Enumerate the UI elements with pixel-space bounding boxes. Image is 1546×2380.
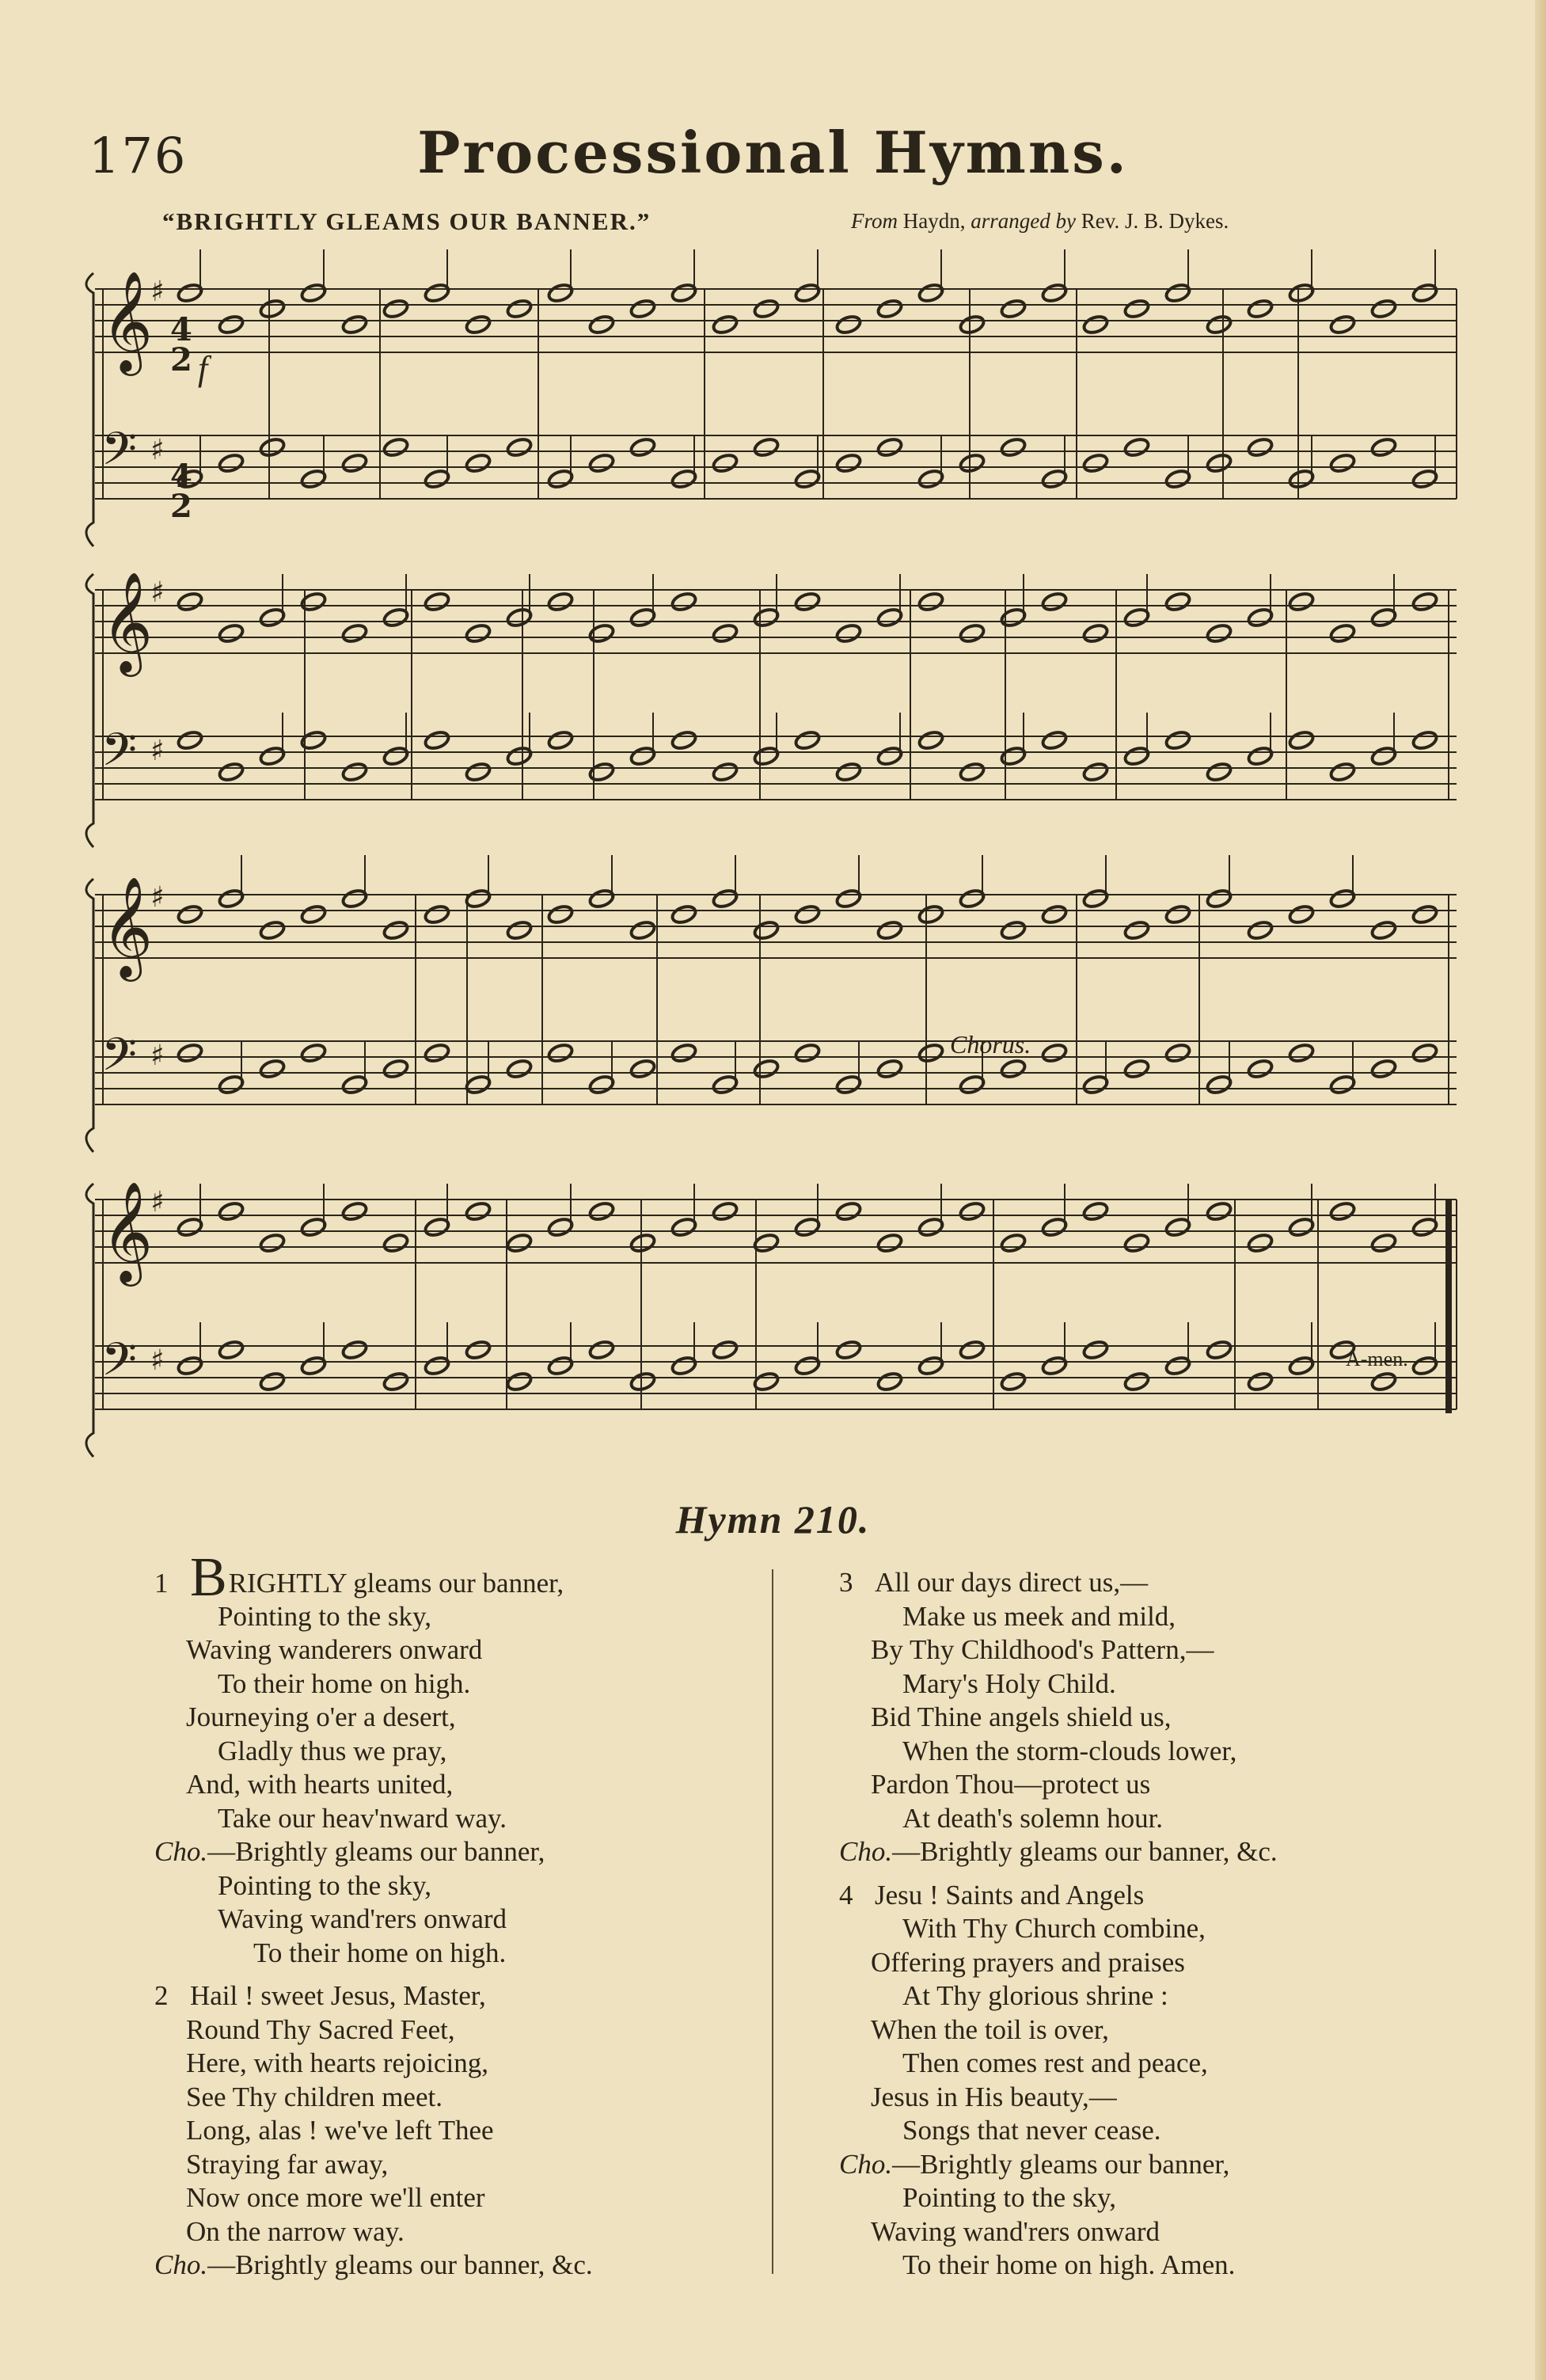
note-head: [1206, 622, 1233, 644]
note-head: [382, 1232, 409, 1253]
verse-3: [839, 1566, 1472, 1869]
note-head: [588, 622, 615, 644]
note-head: [465, 1200, 492, 1222]
sharp-icon: ♯: [150, 576, 165, 609]
note-head: [959, 1339, 986, 1360]
note-head: [1411, 729, 1438, 751]
dynamic-marking: f: [198, 349, 208, 388]
note-head: [1082, 1339, 1109, 1360]
note-head: [341, 761, 368, 782]
note-head: [588, 1200, 615, 1222]
note-head: [629, 1371, 656, 1392]
bass-clef-icon: 𝄢: [101, 723, 138, 788]
chorus-marking: Chorus.: [950, 1030, 1031, 1059]
chorus-label: Cho.: [154, 2249, 208, 2280]
note-head: [259, 1371, 286, 1392]
verse-line: To their home on high.: [218, 1667, 471, 1699]
arranger-name: Rev. J. B. Dykes.: [1081, 209, 1229, 233]
note-head: [1206, 452, 1233, 473]
music-system: [86, 1180, 1457, 1457]
note-head: [382, 919, 409, 941]
note-head: [465, 452, 492, 473]
verse-line: Take our heav'nward way.: [218, 1802, 507, 1834]
note-head: [629, 1058, 656, 1079]
note-head: [1329, 1200, 1356, 1222]
note-head: [629, 1232, 656, 1253]
note-head: [1041, 903, 1068, 925]
note-head: [218, 622, 245, 644]
note-head: [1247, 436, 1274, 458]
treble-clef-icon: 𝄞: [101, 571, 154, 672]
note-head: [1041, 729, 1068, 751]
hymn-heading: Hymn 210.: [675, 1497, 871, 1542]
verse-line: Songs that never cease.: [902, 2115, 1161, 2146]
music-system: [86, 249, 1457, 546]
verse-line-text: Hail ! sweet Jesus, Master,: [190, 1980, 486, 2011]
verse-line-text: RIGHTLY gleams our banner,: [228, 1568, 564, 1599]
note-head: [341, 314, 368, 335]
verse-line: Waving wanderers onward: [186, 1634, 483, 1665]
note-head: [1329, 761, 1356, 782]
chorus-label: Cho.: [839, 2148, 893, 2180]
chorus-text: —Brightly gleams our banner, &c.: [892, 1836, 1278, 1867]
verse-line: Mary's Holy Child.: [902, 1667, 1116, 1699]
chorus-line: [839, 2148, 1472, 2182]
verse-number: 1: [154, 1568, 169, 1599]
note-head: [712, 1200, 739, 1222]
note-head: [382, 1371, 409, 1392]
system-brace: [86, 574, 93, 847]
bass-clef-icon: 𝄢: [101, 1333, 138, 1397]
note-head: [341, 622, 368, 644]
note-head: [1288, 1042, 1315, 1063]
music-system: [86, 571, 1457, 847]
note-head: [1370, 1371, 1397, 1392]
note-head: [712, 314, 739, 335]
note-head: [876, 298, 903, 319]
verse-line: Gladly thus we pray,: [218, 1735, 447, 1766]
note-head: [1123, 919, 1150, 941]
verses-left-column: [154, 1547, 756, 2292]
note-head: [1206, 1200, 1233, 1222]
chorus-line: [154, 1835, 756, 1869]
verse-line: [839, 1566, 1472, 1600]
verse-line: On the narrow way.: [186, 2215, 405, 2247]
note-head: [547, 729, 574, 751]
bass-clef-icon: 𝄢: [101, 1028, 138, 1093]
sharp-icon: ♯: [150, 881, 165, 914]
verse-number: 2: [154, 1980, 169, 2011]
system-brace: [86, 1184, 93, 1457]
note-head: [1329, 452, 1356, 473]
chorus-text: —Brightly gleams our banner, &c.: [207, 2249, 593, 2280]
verse-number: 3: [839, 1567, 853, 1598]
note-head: [424, 903, 450, 925]
verse-line: Pardon Thou—protect us: [871, 1769, 1151, 1800]
chorus-line: To their home on high.: [253, 1937, 507, 1968]
note-head: [218, 761, 245, 782]
score-systems: [86, 249, 1457, 1457]
note-head: [259, 436, 286, 458]
verse-line: Bid Thine angels shield us,: [871, 1701, 1172, 1732]
verse-line: Round Thy Sacred Feet,: [186, 2013, 455, 2045]
note-head: [506, 436, 533, 458]
note-head: [1329, 314, 1356, 335]
note-head: [712, 452, 739, 473]
note-head: [218, 314, 245, 335]
time-signature: 4: [170, 311, 192, 348]
verse-line: See Thy children meet.: [186, 2081, 443, 2112]
verse-line: Jesus in His beauty,—: [871, 2081, 1117, 2112]
note-head: [917, 591, 944, 612]
note-head: [465, 622, 492, 644]
chorus-line: Pointing to the sky,: [902, 2182, 1116, 2213]
note-head: [1123, 1371, 1150, 1392]
note-head: [1000, 436, 1027, 458]
final-barline: [1445, 1200, 1452, 1413]
note-head: [218, 1200, 245, 1222]
note-head: [629, 919, 656, 941]
note-head: [1247, 919, 1274, 941]
composer-name: Haydn: [902, 209, 960, 233]
note-head: [753, 1058, 780, 1079]
treble-clef-icon: 𝄞: [101, 270, 154, 371]
note-head: [1041, 1042, 1068, 1063]
note-head: [753, 919, 780, 941]
chorus-line: [839, 1835, 1472, 1869]
note-head: [424, 729, 450, 751]
note-head: [1411, 903, 1438, 925]
note-head: [424, 591, 450, 612]
note-head: [547, 591, 574, 612]
note-head: [1370, 919, 1397, 941]
note-head: [588, 1339, 615, 1360]
verses-right-column: [839, 1566, 1472, 2292]
note-head: [300, 903, 327, 925]
note-head: [177, 1042, 203, 1063]
sharp-icon: ♯: [150, 1186, 165, 1219]
note-head: [959, 1200, 986, 1222]
system-brace: [86, 879, 93, 1152]
note-head: [1247, 1371, 1274, 1392]
note-head: [959, 452, 986, 473]
verse-line: Make us meek and mild,: [902, 1600, 1176, 1632]
note-head: [1164, 1042, 1191, 1063]
note-head: [341, 452, 368, 473]
note-head: [382, 1058, 409, 1079]
note-head: [382, 436, 409, 458]
note-head: [465, 314, 492, 335]
verse-line: At Thy glorious shrine :: [902, 1980, 1168, 2011]
note-head: [177, 903, 203, 925]
chorus-text: —Brightly gleams our banner,: [892, 2148, 1230, 2180]
column-divider: [772, 1569, 773, 2274]
note-head: [794, 591, 821, 612]
note-head: [753, 298, 780, 319]
chorus-label: Cho.: [839, 1836, 893, 1867]
note-head: [1000, 919, 1027, 941]
verse-line: Here, with hearts rejoicing,: [186, 2047, 488, 2078]
note-head: [959, 314, 986, 335]
note-head: [917, 1042, 944, 1063]
note-head: [1082, 452, 1109, 473]
verse-line: Long, alas ! we've left Thee: [186, 2115, 494, 2146]
note-head: [1288, 903, 1315, 925]
attribution-from: From: [851, 209, 898, 233]
note-head: [1206, 761, 1233, 782]
note-head: [259, 1058, 286, 1079]
note-head: [424, 1042, 450, 1063]
note-head: [959, 761, 986, 782]
note-head: [300, 591, 327, 612]
chorus-line: [154, 2249, 756, 2283]
note-head: [1000, 298, 1027, 319]
note-head: [1082, 1200, 1109, 1222]
verse-line: At death's solemn hour.: [902, 1802, 1164, 1834]
note-head: [835, 622, 862, 644]
note-head: [1411, 591, 1438, 612]
note-head: [1247, 1058, 1274, 1079]
note-head: [177, 729, 203, 751]
arranged-by-label: arranged by: [971, 209, 1076, 233]
note-head: [1000, 1058, 1027, 1079]
note-head: [588, 314, 615, 335]
note-head: [1123, 436, 1150, 458]
note-head: [794, 729, 821, 751]
note-head: [876, 1058, 903, 1079]
verse-line: [154, 1979, 756, 2013]
chorus-line: Waving wand'rers onward: [871, 2215, 1160, 2247]
note-head: [959, 622, 986, 644]
verse-line: Now once more we'll enter: [186, 2182, 485, 2213]
note-head: [1123, 298, 1150, 319]
treble-clef-icon: 𝄞: [101, 876, 154, 977]
note-head: [1123, 1058, 1150, 1079]
verse-line: Pointing to the sky,: [218, 1600, 431, 1632]
drop-cap: B: [190, 1547, 227, 1608]
note-head: [712, 1339, 739, 1360]
note-head: [629, 436, 656, 458]
note-head: [506, 1371, 533, 1392]
chorus-line: To their home on high. Amen.: [902, 2249, 1236, 2280]
chorus-label: Cho.: [154, 1836, 208, 1867]
amen-text: A-men.: [1346, 1348, 1408, 1371]
note-head: [712, 622, 739, 644]
note-head: [794, 1042, 821, 1063]
treble-clef-icon: 𝄞: [101, 1180, 154, 1282]
verse-line: Straying far away,: [186, 2148, 389, 2180]
note-head: [712, 761, 739, 782]
verse-line: When the storm-clouds lower,: [902, 1735, 1237, 1766]
note-head: [300, 1042, 327, 1063]
note-head: [259, 919, 286, 941]
note-head: [1000, 1371, 1027, 1392]
page-number: 176: [89, 127, 188, 184]
note-head: [1082, 761, 1109, 782]
verse-line-text: All our days direct us,—: [875, 1567, 1149, 1598]
note-head: [794, 903, 821, 925]
verse-line: By Thy Childhood's Pattern,—: [871, 1634, 1214, 1665]
time-signature: 4: [170, 458, 192, 495]
chorus-line: Pointing to the sky,: [218, 1869, 431, 1901]
sharp-icon: ♯: [150, 1344, 165, 1377]
note-head: [670, 729, 697, 751]
verse-2: [154, 1979, 756, 2283]
music-system: [86, 855, 1457, 1152]
sharp-icon: ♯: [150, 276, 165, 308]
note-head: [876, 1232, 903, 1253]
note-head: [465, 761, 492, 782]
sharp-icon: ♯: [150, 434, 165, 466]
note-head: [1370, 298, 1397, 319]
note-head: [1082, 314, 1109, 335]
note-head: [670, 1042, 697, 1063]
sharp-icon: ♯: [150, 735, 165, 767]
verse-line: Offering prayers and praises: [871, 1946, 1185, 1978]
note-head: [1206, 1339, 1233, 1360]
note-head: [382, 298, 409, 319]
note-head: [177, 591, 203, 612]
note-head: [670, 591, 697, 612]
note-head: [259, 1232, 286, 1253]
note-head: [506, 1232, 533, 1253]
note-head: [835, 1339, 862, 1360]
sharp-icon: ♯: [150, 1040, 165, 1072]
note-head: [835, 1200, 862, 1222]
note-head: [465, 1339, 492, 1360]
note-head: [629, 298, 656, 319]
note-head: [917, 729, 944, 751]
verse-line-text: Jesu ! Saints and Angels: [875, 1879, 1145, 1910]
note-head: [1082, 622, 1109, 644]
verse-line: With Thy Church combine,: [902, 1913, 1206, 1944]
time-signature: 2: [170, 341, 192, 378]
note-head: [753, 436, 780, 458]
note-head: [1288, 729, 1315, 751]
note-head: [341, 1339, 368, 1360]
note-head: [835, 452, 862, 473]
note-head: [588, 452, 615, 473]
note-head: [1123, 1232, 1150, 1253]
note-head: [1370, 1058, 1397, 1079]
note-head: [506, 919, 533, 941]
note-head: [1329, 622, 1356, 644]
bass-clef-icon: 𝄢: [101, 422, 138, 487]
note-head: [1206, 314, 1233, 335]
note-head: [506, 1058, 533, 1079]
note-head: [1041, 591, 1068, 612]
note-head: [1411, 1042, 1438, 1063]
verse-line: Then comes rest and peace,: [902, 2047, 1208, 2078]
note-head: [876, 919, 903, 941]
note-head: [1000, 1232, 1027, 1253]
verse-line: [839, 1879, 1472, 1913]
note-head: [259, 298, 286, 319]
verse-4: [839, 1879, 1472, 2283]
note-head: [341, 1200, 368, 1222]
note-head: [1247, 1232, 1274, 1253]
note-head: [1164, 903, 1191, 925]
time-signature: 2: [170, 488, 192, 525]
verse-line: [154, 1547, 756, 1608]
note-head: [1288, 591, 1315, 612]
verse-line: And, with hearts united,: [186, 1769, 454, 1800]
note-head: [670, 903, 697, 925]
note-head: [218, 1339, 245, 1360]
verse-line: When the toil is over,: [871, 2013, 1109, 2045]
note-head: [1164, 591, 1191, 612]
note-head: [1247, 298, 1274, 319]
note-head: [588, 761, 615, 782]
verse-number: 4: [839, 1879, 853, 1910]
note-head: [506, 298, 533, 319]
note-head: [917, 903, 944, 925]
system-brace: [86, 273, 93, 546]
note-head: [1164, 729, 1191, 751]
note-head: [835, 761, 862, 782]
chorus-text: —Brightly gleams our banner,: [207, 1836, 545, 1867]
note-head: [547, 903, 574, 925]
note-head: [876, 1371, 903, 1392]
chorus-line: Waving wand'rers onward: [218, 1903, 507, 1934]
note-head: [1370, 1232, 1397, 1253]
running-head: Processional Hymns.: [417, 119, 1129, 186]
note-head: [835, 314, 862, 335]
tune-attribution: From Haydn, arranged by Rev. J. B. Dykes.: [851, 209, 1229, 233]
music-score: [0, 238, 1546, 1488]
verse-1: [154, 1547, 756, 1970]
note-head: [300, 729, 327, 751]
verse-line: Journeying o'er a desert,: [186, 1701, 456, 1732]
tune-title: “BRIGHTLY GLEAMS OUR BANNER.”: [162, 207, 651, 235]
note-head: [218, 452, 245, 473]
note-head: [1370, 436, 1397, 458]
note-head: [547, 1042, 574, 1063]
note-head: [876, 436, 903, 458]
